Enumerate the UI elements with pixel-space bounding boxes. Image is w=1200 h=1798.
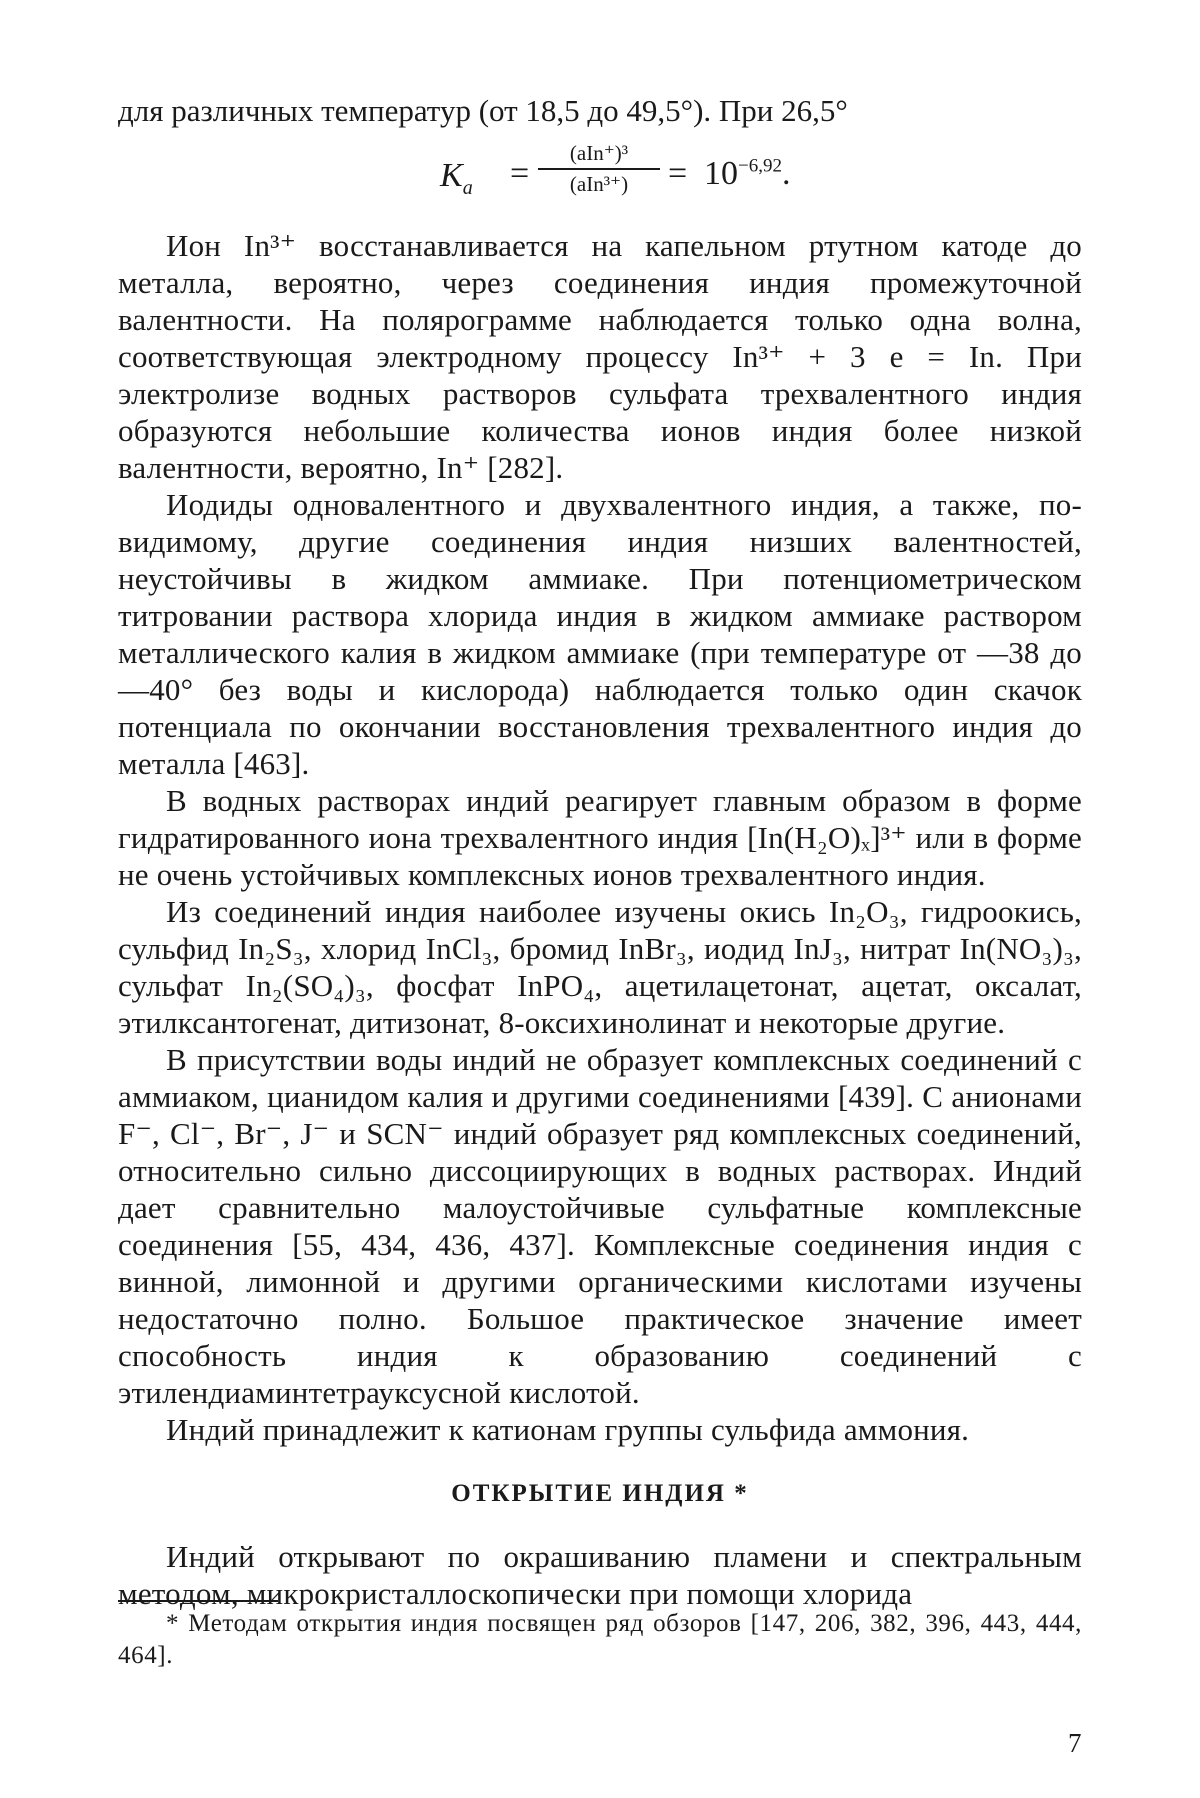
paragraph-last: Индий открывают по окрашиванию пламени и спектральным методом, микрокристаллоскопически при помощи хлорида bbox=[118, 1539, 1082, 1611]
footnote-rule bbox=[118, 1600, 278, 1602]
equilibrium-formula bbox=[118, 141, 1082, 207]
top-line: для различных температур (от 18,5 до 49,5°). При 26,5° bbox=[118, 93, 848, 128]
formula-equals: = bbox=[510, 155, 530, 192]
formula-k: $K_a$ bbox=[440, 157, 473, 199]
page-number: 7 bbox=[1068, 1728, 1082, 1758]
paragraph-5: В присутствии воды индий не образует комплексных соединений с аммиаком, цианидом калия и другими соединениями [439]. С анионами F⁻, Cl⁻, Br⁻, J⁻ и SCN⁻ индий образует ряд комплексных соединений, относительно сильно диссоциирующих в водных растворах. Индий дает сравнительно малоустойчивые сульфатные комплексные соединения [55, 434, 436, 437]. Комплексные соединения индия с винной, лимонной и другими органическими кислотами изучены недостаточно полно. Большое практическое значение имеет способность индия к образованию соединений с этилендиаминтетрауксусной кислотой. bbox=[118, 1042, 1082, 1410]
formula-rhs: $10^{-6,92}$. bbox=[704, 155, 791, 192]
formula-denominator: (aIn³⁺) bbox=[569, 172, 629, 196]
formula-equals-2: = bbox=[668, 155, 688, 192]
formula-fraction bbox=[538, 141, 660, 197]
paragraph-1: Ион In³⁺ восстанавливается на капельном ртутном катоде до металла, вероятно, через соединения индия промежуточной валентности. На полярограмме наблюдается только одна волна, соответствующая электродному процессу In³⁺ + 3 e = In. При электролизе водных растворов сульфата трехвалентного индия образуются небольшие количества ионов индия более низкой валентности, вероятно, In⁺ [282]. bbox=[118, 228, 1082, 485]
page-body bbox=[118, 92, 1082, 1612]
paragraph-3: В водных растворах индий реагирует главным образом в форме гидратированного иона трехвалентного индия [In(H₂O)ₓ]³⁺ или в форме не очень устойчивых комплексных ионов трехвалентного индия. bbox=[118, 783, 1082, 892]
section-heading: ОТКРЫТИЕ ИНДИЯ * bbox=[451, 1480, 749, 1507]
paragraph-6: Индий принадлежит к катионам группы сульфида аммония. bbox=[166, 1412, 970, 1447]
footnote: * Методам открытия индия посвящен ряд обзоров [147, 206, 382, 396, 443, 444, 464]. bbox=[118, 1610, 1082, 1669]
formula-numerator: (aIn⁺)³ bbox=[538, 141, 660, 170]
paragraph-2: Иодиды одновалентного и двухвалентного индия, а также, по-видимому, другие соединения индия низших валентностей, неустойчивы в жидком аммиаке. При потенциометрическом титровании раствора хлорида индия в жидком аммиаке раствором металлического калия в жидком аммиаке (при температуре от —38 до —40° без воды и кислорода) наблюдается только один скачок потенциала по окончании восстановления трехвалентного индия до металла [463]. bbox=[118, 487, 1082, 781]
paragraph-4: Из соединений индия наиболее изучены окись In₂O₃, гидроокись, сульфид In₂S₃, хлорид InCl₃, бромид InBr₃, иодид InJ₃, нитрат In(NO₃)₃, сульфат In₂(SO₄)₃, фосфат InPO₄, ацетилацетонат, ацетат, оксалат, этилксантогенат, дитизонат, 8-оксихинолинат и некоторые другие. bbox=[118, 894, 1082, 1040]
